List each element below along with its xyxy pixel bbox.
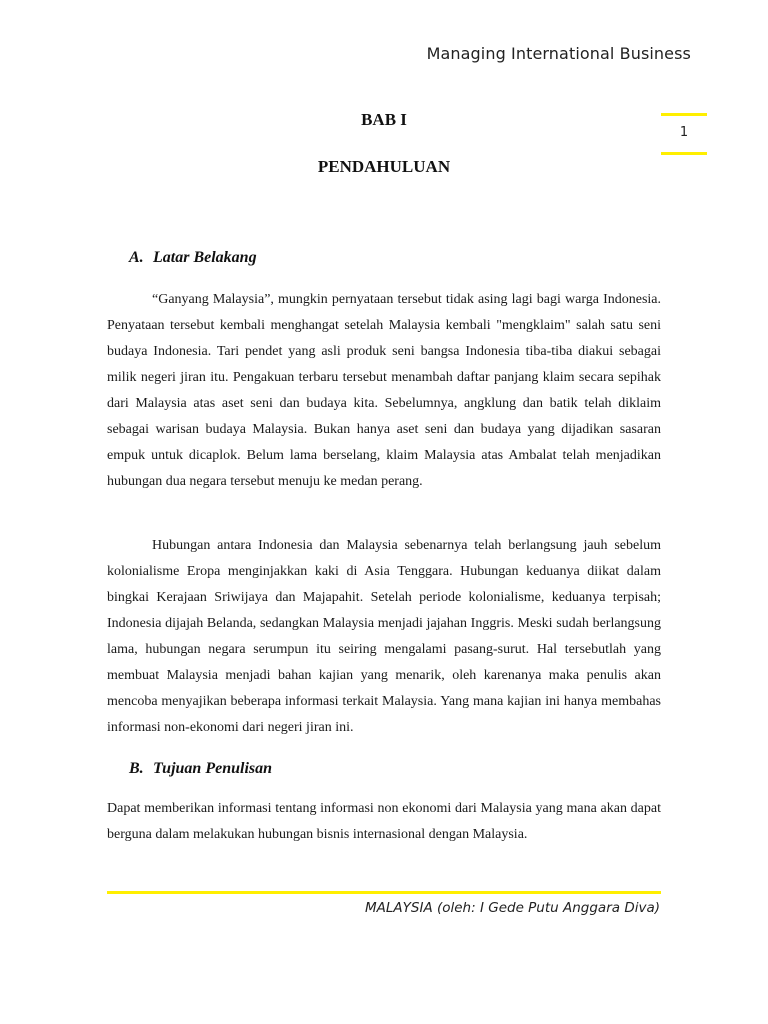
chapter-label: BAB I [361,110,407,129]
footer-text: MALAYSIA (oleh: I Gede Putu Anggara Diva) [365,900,660,916]
section-title: Latar Belakang [153,249,257,266]
page-number-bottom-rule [661,152,707,155]
paragraph: Hubungan antara Indonesia dan Malaysia sebenarnya telah berlangsung jauh sebelum kolonialisme Eropa menginjakkan kaki di Asia Tenggara. Hubungan keduanya diikat dalam bingkai Kerajaan Sriwijaya dan Majapahit. Setelah periode kolonialisme, keduanya terpisah; Indonesia dijajah Belanda, sedangkan Malaysia menjadi jajahan Inggris. Meski sudah berlangsung lama, hubungan negara serumpun itu seiring mengalami pasang-surut. Hal tersebutlah yang membuat Malaysia menjadi bahan kajian yang menarik, oleh karenanya maka penulis akan mencoba menyajikan beberapa informasi terkait Malaysia. Yang mana kajian ini hanya membahas informasi non-ekonomi dari negeri jiran ini. [107,538,661,735]
section-title: Tujuan Penulisan [153,760,273,777]
page-number: 1 [679,125,689,140]
running-header-title: Managing International Business [426,44,691,63]
paragraph: Dapat memberikan informasi tentang informasi non ekonomi dari Malaysia yang mana akan dapat berguna dalam melakukan hubungan bisnis internasional dengan Malaysia. [107,801,661,842]
footer-rule [107,891,661,894]
section-letter: B. [129,760,144,777]
paragraph: “Ganyang Malaysia”, mungkin pernyataan tersebut tidak asing lagi bagi warga Indonesia. Penyataan tersebut kembali menghangat setelah Malaysia kembali "mengklaim" salah satu seni budaya Indonesia. Tari pendet yang asli produk seni bangsa Indonesia tiba-tiba diakui sebagai milik negeri jiran itu. Pengakuan terbaru tersebut menambah daftar panjang klaim secara sepihak dari Malaysia atas aset seni dan budaya kita. Sebelumnya, angklung dan batik telah diklaim sebagai warisan budaya Malaysia. Bukan hanya aset seni dan budaya yang dijadikan sasaran empuk untuk dicaplok. Belum lama berselang, klaim Malaysia atas Ambalat telah menjadikan hubungan dua negara tersebut menuju ke medan perang. [107,292,661,489]
section-letter: A. [129,249,144,266]
chapter-title: PENDAHULUAN [317,157,451,176]
section-heading-latar-belakang [129,249,257,267]
section-heading-tujuan-penulisan [129,760,272,778]
